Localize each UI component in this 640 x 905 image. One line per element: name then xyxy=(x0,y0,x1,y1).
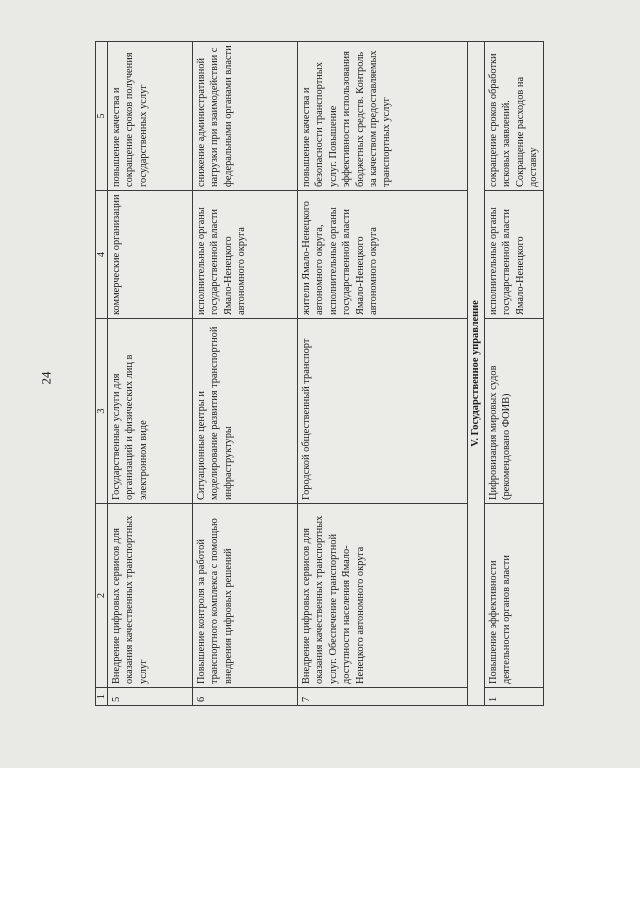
row-number: 1 xyxy=(485,688,544,706)
solution-cell: Городской общественный транспорт xyxy=(298,319,468,504)
row-number: 7 xyxy=(298,688,468,706)
table-row xyxy=(485,42,544,706)
header-cell: 2 xyxy=(96,504,108,688)
row-number: 5 xyxy=(108,688,193,706)
effect-cell: повышение качества и сокращение сроков получения государственных услуг xyxy=(108,42,193,191)
table-row xyxy=(193,42,298,706)
section-title: V. Государственное управление xyxy=(468,42,485,706)
solution-cell: Ситуационные центры и моделирование развития транспортной инфраструктуры xyxy=(193,319,298,504)
table-row xyxy=(108,42,193,706)
users-cell: коммерческие организации xyxy=(108,191,193,319)
users-cell: исполнительные органы государственной власти Ямало-Ненецкого автономного округа xyxy=(193,191,298,319)
program-table xyxy=(95,41,544,706)
solution-cell: Государственные услуги для организаций и физических лиц в электронном виде xyxy=(108,319,193,504)
table-row xyxy=(298,42,468,706)
task-cell: Внедрение цифровых сервисов для оказания качественных транспортных услуг xyxy=(108,504,193,688)
header-cell: 1 xyxy=(96,688,108,706)
effect-cell: снижение административной нагрузки при взаимодействии с федеральными органами власти xyxy=(193,42,298,191)
rotated-table-wrapper xyxy=(95,42,539,706)
task-cell: Повышение контроля за работой транспортного комплекса с помощью внедрения цифровых решений xyxy=(193,504,298,688)
header-cell: 4 xyxy=(96,191,108,319)
solution-cell: Цифровизация мировых судов (рекомендовано ФОИВ) xyxy=(485,319,544,504)
effect-cell: повышение качества и безопасности транспортных услуг. Повышение эффективности использования бюджетных средств. Контроль за качеством предоставляемых транспортных услуг xyxy=(298,42,468,191)
task-cell: Повышение эффективности деятельности органов власти xyxy=(485,504,544,688)
users-cell: исполнительные органы государственной власти Ямало-Ненецкого xyxy=(485,191,544,319)
header-cell: 5 xyxy=(96,42,108,191)
table-header-row xyxy=(96,42,108,706)
section-header-row xyxy=(468,42,485,706)
users-cell: жители Ямало-Ненецкого автономного округа, исполнительные органы государственной власти Ямало-Ненецкого автономного округа xyxy=(298,191,468,319)
page-number: 24 xyxy=(38,371,54,385)
effect-cell: сокращение сроков обработки исковых заявлений. Сокращение расходов на доставку xyxy=(485,42,544,191)
row-number: 6 xyxy=(193,688,298,706)
task-cell: Внедрение цифровых сервисов для оказания качественных транспортных услуг. Обеспечение транспортной доступности населения Ямало-Ненецкого автономного округа xyxy=(298,504,468,688)
header-cell: 3 xyxy=(96,319,108,504)
